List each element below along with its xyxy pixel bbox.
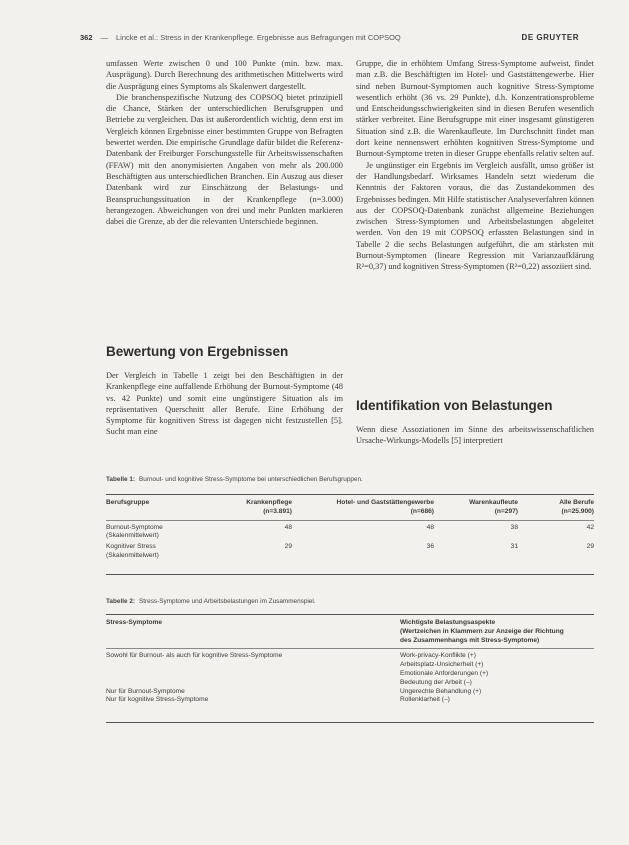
table2-right-cell: Emotionale Anforderungen (+) <box>400 669 489 677</box>
table2-top-rule <box>106 614 594 615</box>
table2-left-cell: Nur für Burnout-Symptome <box>106 687 185 695</box>
table1-row1-label <box>106 524 224 542</box>
table1-row1-alle: 42 <box>586 523 594 531</box>
table-row <box>106 524 594 542</box>
publisher-logo: DE GRUYTER <box>521 32 579 42</box>
table2-left-cell: Nur für kognitive Stress-Symptome <box>106 696 209 704</box>
left-paragraph-3: Der Vergleich in Tabelle 1 zeigt bei den Beschäftigten in der Krankenpflege eine auffallende Erhöhung der Burnout-Symptome (48 vs. 42 Punkte) und somit eine ungünstigere Situation als im repräsentativen Querschnitt aller Berufe. Eine Erhöhung der Symptome für kognitiven Stress ist dagegen nicht festzustellen [5]. Sucht man eine <box>106 371 343 437</box>
table1-top-rule <box>106 494 594 495</box>
section-heading-identifikation: Identifikation von Belastungen <box>356 398 553 413</box>
table2-right-cell: Bedeutung der Arbeit (–) <box>400 678 472 686</box>
table1-row1-warenkaufleute: 38 <box>510 523 518 531</box>
table1-header-krankenpflege-n: (n=3.891) <box>263 507 292 515</box>
section-heading-bewertung: Bewertung von Ergebnissen <box>106 344 289 359</box>
page-number: 362 <box>80 32 93 42</box>
table1-row2-krankenpflege: 29 <box>284 543 292 551</box>
table1-caption <box>106 476 594 483</box>
table1-header-warenkaufleute-label: Warenkaufleute <box>469 499 518 506</box>
table2-header-belastungsaspekte <box>400 617 594 647</box>
running-head <box>80 30 579 44</box>
table2-right-cell: Ungerechte Behandlung (+) <box>400 687 482 695</box>
table1-row1-hotel: 48 <box>426 523 434 531</box>
table2-header-stress-symptome: Stress-Symptome <box>106 619 163 626</box>
table1-header-krankenpflege <box>224 497 292 519</box>
table1-header-alle-berufe-n: (n=25.900) <box>561 507 594 515</box>
running-head-dash: — <box>100 32 109 42</box>
left-paragraph-2: Die branchenspezifische Nutzung des COPSOQ bietet prinzipiell die Chance, Stärken der unterschiedlichen Berufsgruppen und Betriebe zu vergleichen. Das ist außerordentlich wichtig, denn erst im Vergleich können Ergebnisse einer bestimmten Gruppe von Befragten bewertet werden. Die empirische Grundlage dafür bildet die Referenz-Datenbank der Freiburger Forschungsstelle für Arbeitswissenschaften (FFAW) mit den anonymisierten Angaben von mehr als 200.000 Beschäftigten aus unterschiedlichen Branchen. Ein Auszug aus dieser Datenbank wird zur Einschätzung der Belastungs- und Beanspruchungssituation in der Krankenpflege (n=3.000) herangezogen. Abweichungen von drei und mehr Punkten markieren dabei die Grenze, ab der die relevanten Unterschiede beginnen. <box>106 92 343 227</box>
table-row <box>106 541 594 561</box>
right-column <box>356 58 594 458</box>
table1-header-row <box>106 497 594 519</box>
table2-caption-text: Stress-Symptome und Arbeitsbelastungen im Zusammenspiel. <box>139 598 316 605</box>
table1-row1-label-sub: (Skalenmittelwert) <box>106 532 159 540</box>
table2-caption <box>106 598 594 605</box>
table1-label: Tabelle 1: <box>106 476 136 483</box>
right-paragraph-3: Wenn diese Assoziationen im Sinne des arbeitswissenschaftlichen Ursache-Wirkungs-Modells [5] interpretiert <box>356 425 594 446</box>
table1-row2-alle: 29 <box>586 543 594 551</box>
table1-row1-label-main: Burnout-Symptome <box>106 523 163 531</box>
table2 <box>106 617 594 705</box>
table1-row1-krankenpflege: 48 <box>284 523 292 531</box>
table2-left-cell <box>106 679 400 688</box>
table-row <box>106 679 594 688</box>
table1-row2-warenkaufleute: 31 <box>510 543 518 551</box>
right-paragraph-1: Gruppe, die in erhöhtem Umfang Stress-Symptome aufweist, findet man z.B. die Beschäftigten im Hotel- und Gaststättengewerbe. Hier sind neben Burnout-Symptomen auch kognitive Stress-Symptome wesentlich erhöht (36 vs. 29 Punkte), d.h. Konzentrationsprobleme und Entscheidungsschwierigkeiten sind in diesen Berufen wesentlich stärker verbreitet. Eine Berufsgruppe mit einer insgesamt günstigeren Situation sind z.B. die Warenkaufleute. Im Durchschnitt findet man dort keine nennenswert erhöhten kognitiven Stress-Symptome und Burnout-Symptome treten in dieser Gruppe ebenfalls relativ selten auf. <box>356 59 594 159</box>
table2-right-cell: Rollenklarheit (–) <box>400 696 450 704</box>
table-row <box>106 661 594 670</box>
table2-header-belastungsaspekte-note1: (Wertzeichen in Klammern zur Anzeige der Richtung <box>400 627 564 635</box>
table-row <box>106 652 594 661</box>
table-row <box>106 696 594 705</box>
table-row <box>106 688 594 697</box>
table1 <box>106 497 594 561</box>
table2-left-cell: Sowohl für Burnout- als auch für kognitive Stress-Symptome <box>106 652 283 660</box>
table1-header-berufsgruppe: Berufsgruppe <box>106 499 150 506</box>
left-paragraph-1: umfassen Werte zwischen 0 und 100 Punkte (min. bzw. max. Ausprägung). Durch Berechnung des arithmetischen Mittelwerts wird die Ausprägung eines Symptoms als Skalenwert dargestellt. <box>106 59 343 91</box>
table1-header-warenkaufleute-n: (n=297) <box>494 507 518 515</box>
table2-right-cell: Work-privacy-Konflikte (+) <box>400 652 476 660</box>
table1-row2-label-main: Kognitiver Stress <box>106 543 156 551</box>
table2-left-cell <box>106 670 400 679</box>
table1-header-warenkaufleute <box>434 497 518 519</box>
table1-header-hotel <box>292 497 434 519</box>
table2-bottom-rule <box>106 722 594 723</box>
table2-left-cell <box>106 661 400 670</box>
table1-row2-label <box>106 541 224 561</box>
running-head-title: Lincke et al.: Stress in der Krankenpflege. Ergebnisse aus Befragungen mit COPSOQ <box>116 32 401 42</box>
table1-bottom-rule <box>106 574 594 575</box>
table2-right-cell: Arbeitsplatz-Unsicherheit (+) <box>400 661 484 669</box>
table1-row2-label-sub: (Skalenmittelwert) <box>106 551 159 559</box>
table1-header-hotel-n: (n=686) <box>410 507 434 515</box>
table2-header-row <box>106 617 594 647</box>
table-row <box>106 670 594 679</box>
table2-label: Tabelle 2: <box>106 598 136 605</box>
left-column <box>106 58 343 458</box>
table1-header-alle-berufe-label: Alle Berufe <box>559 499 594 506</box>
table2-header-belastungsaspekte-title: Wichtigste Belastungsaspekte <box>400 619 496 626</box>
table1-row2-hotel: 36 <box>426 543 434 551</box>
table1-caption-text: Burnout- und kognitive Stress-Symptome bei unterschiedlichen Berufsgruppen. <box>139 476 363 483</box>
table1-header-hotel-label: Hotel- und Gaststättengewerbe <box>336 499 434 506</box>
table1-header-krankenpflege-label: Krankenpflege <box>246 499 292 506</box>
table2-header-belastungsaspekte-note2: des Zusammenhangs mit Stress-Symptome) <box>400 636 540 644</box>
table1-header-alle-berufe <box>518 497 594 519</box>
right-paragraph-2: Je ungünstiger ein Ergebnis im Vergleich ausfällt, umso größer ist der Handlungsbedarf. Wirksames Handeln setzt wiederum die Kenntnis der Faktoren voraus, die das Zustandekommen des Ergebnisses bedingen. Mit Hilfe statistischer Analyseverfahren können aus der COPSOQ-Datenbank zunächst allgemeine Beziehungen zwischen Stress-Symptomen und Arbeitsbelastungen abgeleitet werden. Von den 19 mit COPSOQ erfassten Belastungen sind in Tabelle 2 die sechs Belastungen aufgeführt, die am stärksten mit Burnout-Symptomen (lineare Regression mit Varianzaufklärung R²=0,37) und kognitiven Stress-Symptomen (R²=0,22) assoziiert sind. <box>356 160 594 272</box>
